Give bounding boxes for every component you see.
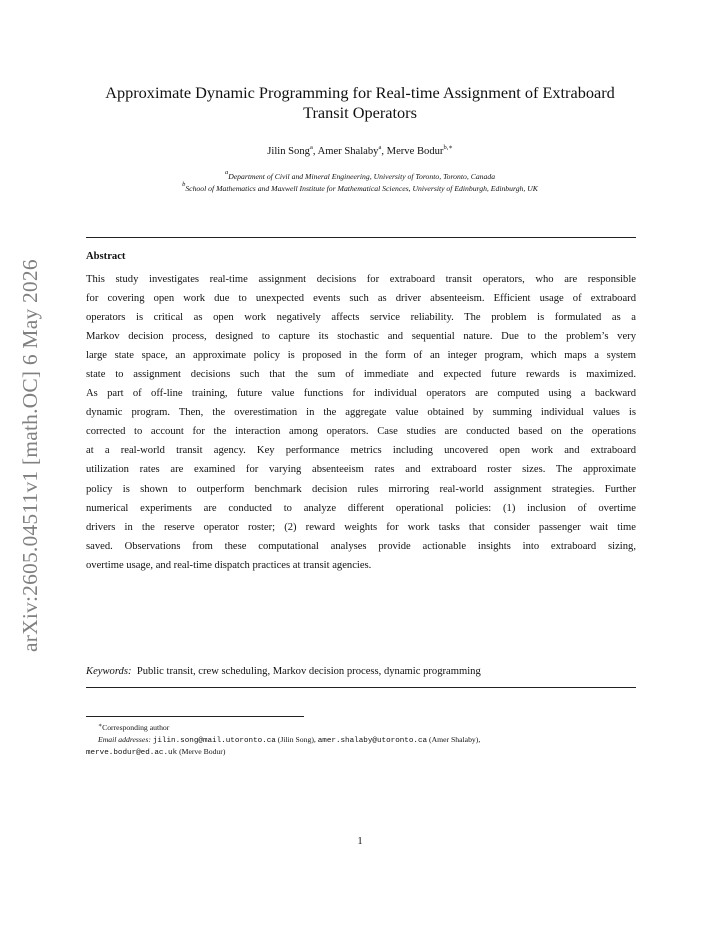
author-mark: a [378, 144, 382, 151]
abstract-line: corrected to account for the interaction among operators. Case studies are conducted based on the operations [86, 426, 636, 438]
arxiv-stamp: arXiv:2605.04511v1 [math.OC] 6 May 2026 [18, 259, 42, 652]
abstract-heading: Abstract [86, 251, 126, 262]
email-link[interactable]: amer.shalaby@utoronto.ca [317, 737, 428, 745]
abstract-line: saved. Observations from these computational analyses provide actionable insights into extraboard sizing, [86, 540, 636, 552]
email-owner: (Amer Shalaby), [429, 735, 481, 744]
keywords-text: Public transit, crew scheduling, Markov decision process, dynamic programming [136, 666, 481, 677]
email-label: Email addresses: [98, 735, 151, 744]
author-name: Amer Shalaby [317, 146, 379, 157]
affiliation-text: Department of Civil and Mineral Engineering, University of Toronto, Toronto, Canada [228, 172, 496, 181]
abstract-line: state to assignment decisions such that the sum of immediate and expected future rewards is maximized. [86, 369, 636, 381]
keywords-label: Keywords: [86, 666, 132, 677]
abstract-top-rule [86, 237, 636, 238]
affiliation [60, 169, 660, 181]
affiliation-text: School of Mathematics and Maxwell Institute for Mathematical Sciences, University of Edinburgh, Edinburgh, UK [185, 184, 538, 193]
abstract-line: utilization rates are examined for varying absenteeism rates and extraboard roster sizes. The approximate [86, 464, 636, 476]
abstract-line: dynamic program. Then, the overestimation in the aggregate value obtained by summing individual values is [86, 407, 636, 419]
abstract-body [86, 270, 636, 575]
abstract-line: Markov decision process, designed to capture its stochastic and sequential nature. Due to the problem’s very [86, 331, 636, 343]
abstract-line: policy is shown to outperform benchmark decision rules mirroring real-world assignment strategies. Further [86, 483, 636, 495]
affiliation [60, 181, 660, 193]
author-mark: a [309, 144, 313, 151]
title-line-1: Approximate Dynamic Programming for Real-time Assignment of Extraboard [105, 83, 615, 102]
abstract-bottom-rule [86, 687, 636, 688]
email-link[interactable]: merve.bodur@ed.ac.uk [86, 749, 178, 757]
keywords [86, 666, 481, 677]
author-mark: b,∗ [443, 144, 453, 151]
affiliation-mark: b [182, 181, 186, 188]
author-name: Merve Bodur [386, 146, 444, 157]
abstract-line: overtime usage, and real-time dispatch practices at transit agencies. [86, 559, 372, 571]
abstract-line: This study investigates real-time assignment decisions for extraboard transit operators, who are responsible [86, 274, 636, 285]
footnote-corresponding: ∗Corresponding author [98, 723, 170, 732]
title-line-2: Transit Operators [303, 103, 417, 122]
abstract-line: numerical experiments are conducted to analyze different operational policies: (1) inclusion of overtime [86, 502, 636, 514]
affiliation-mark: a [224, 169, 229, 176]
footnote-corresponding-text: Corresponding author [102, 723, 170, 732]
page-number: 1 [357, 836, 363, 847]
email-owner: (Merve Bodur) [179, 747, 226, 756]
footnote-rule [86, 716, 304, 717]
abstract-line: large state space, an approximate policy is proposed in the form of an integer program, which maps a system [86, 350, 636, 362]
abstract-line: drivers in the reserve operator roster; (2) reward weights for work tasks that consider passenger wait time [86, 521, 636, 533]
email-owner: (Jilin Song), [277, 735, 316, 744]
abstract-line: for covering open work due to unexpected events such as driver absenteeism. Efficient usage of extraboard [86, 293, 636, 305]
abstract-line: operators is critical as open work negatively affects service reliability. The problem is formulated as a [86, 312, 636, 324]
author-name: Jilin Song [267, 146, 310, 157]
email-link[interactable]: jilin.song@mail.utoronto.ca [152, 737, 276, 745]
abstract-line: As part of off-line training, future value functions for individual operators are computed using a backward [86, 388, 636, 400]
author-list: Jilin Song$^a$, Amer Shalaby$^a$, Merve Bodur$^{b,∗}$ [267, 144, 453, 157]
footnote-emails-cont [86, 746, 646, 759]
paper-title [60, 83, 660, 123]
abstract-line: at a real-world transit agency. Key performance metrics including uncovered open work and extraboard [86, 445, 636, 457]
